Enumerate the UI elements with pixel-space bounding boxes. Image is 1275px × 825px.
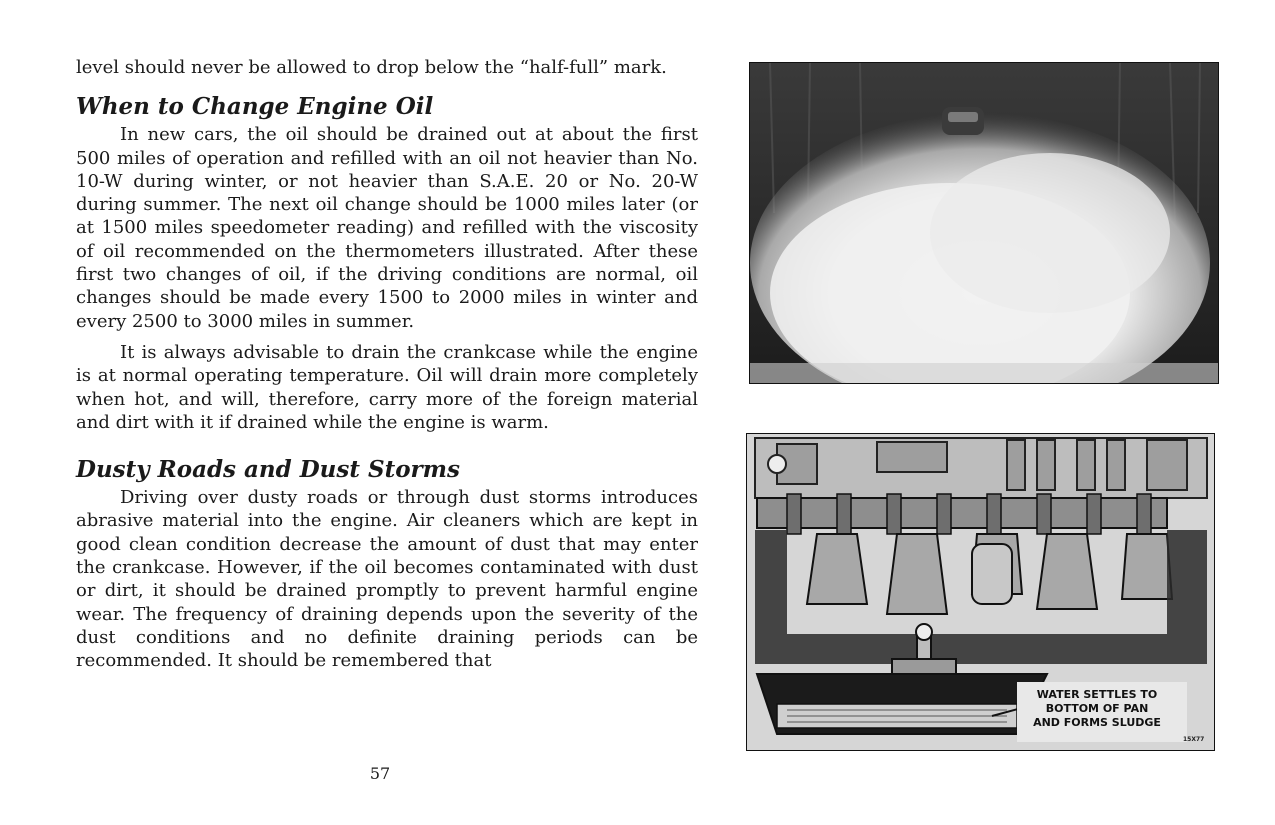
car-silhouette: [942, 107, 984, 135]
paragraph-drain-warm: It is always advisable to drain the crankcase while the engine is at normal operating temperature. Oil will drain more completely when hot, and will, therefore, carry more of the foreign material and dirt with it if drained while the engine is warm.: [76, 341, 698, 433]
heading-dusty-roads: Dusty Roads and Dust Storms: [76, 456, 460, 484]
callout-line-2: BOTTOM OF PAN: [1045, 702, 1149, 715]
callout-line-3: AND FORMS SLUDGE: [1033, 716, 1161, 729]
paragraph-dusty-roads: Driving over dusty roads or through dust storms introduces abrasive material into the engine. Air cleaners which are kept in good clean condition decrease the amount of dust that may enter the crankcase. However, if the oil becomes contaminated with dust or dirt, it should be drained promptly to prevent harmful engine wear. The frequency of draining depends upon the severity of the dust conditions and no definite draining periods can be recommended. It should be remembered that: [76, 487, 698, 672]
text-column: [76, 56, 698, 673]
intro-paragraph: level should never be allowed to drop below the “half-full” mark.: [76, 57, 667, 78]
heading-change-engine-oil: When to Change Engine Oil: [76, 93, 434, 121]
page-number: 57: [369, 764, 391, 783]
figure-code: 15X77: [1183, 736, 1205, 743]
callout-line-1: WATER SETTLES TO: [1036, 688, 1158, 701]
paragraph-new-cars: In new cars, the oil should be drained out at about the first 500 miles of operation and refilled with an oil not heavier than No. 10-W during winter, or not heavier than S.A.E. 20 or No. 20-W during summer. The next oil change should be 1000 miles later (or at 1500 miles speedometer reading) and refilled with the viscosity of oil recommended on the thermometers illustrated. After these first two changes of oil, if the driving conditions are normal, oil changes should be made every 1500 to 2000 miles in winter and every 2500 to 3000 miles in summer.: [76, 124, 698, 332]
sludge-callout: [1021, 688, 1173, 730]
dust-cloud-illustration: [750, 63, 1218, 383]
dust-cloud-photo: [749, 62, 1219, 384]
